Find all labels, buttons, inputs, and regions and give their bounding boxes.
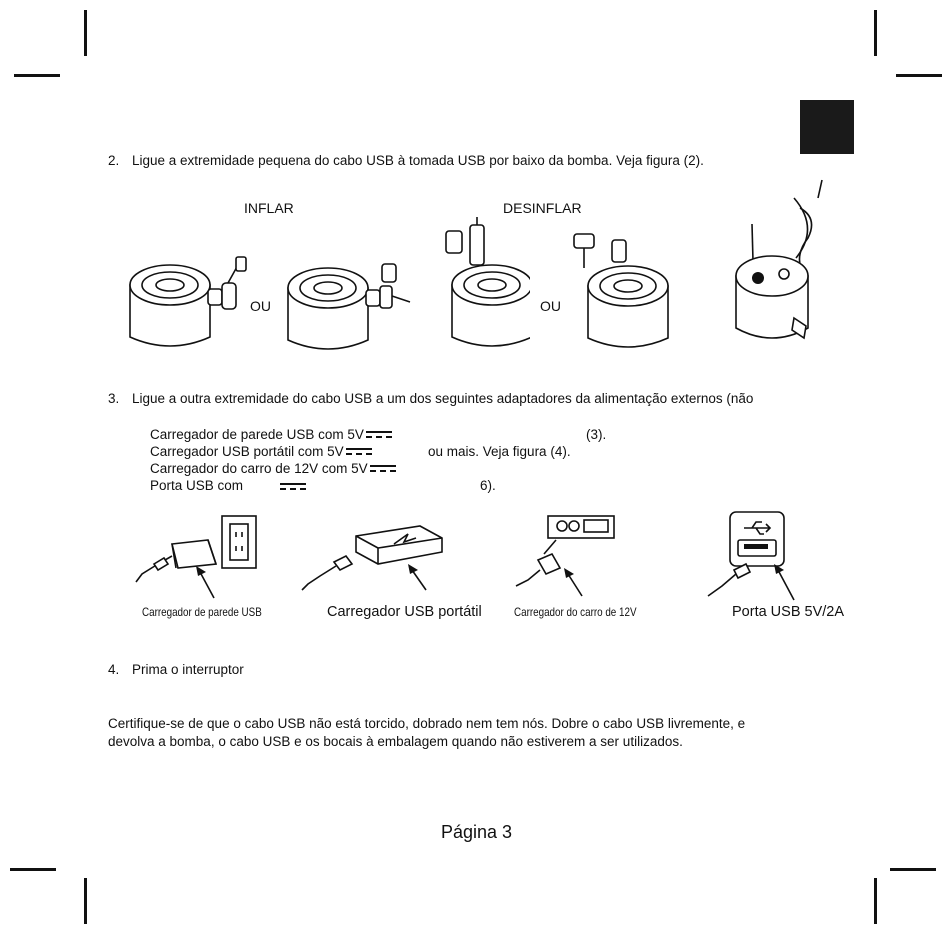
step-text: Ligue a outra extremidade do cabo USB a um dos seguintes adaptadores da alimentação externos (não	[132, 391, 754, 406]
crop-mark-bottom-right-horizontal	[890, 868, 936, 871]
dc-symbol-icon	[366, 430, 392, 440]
dc-symbol-icon	[370, 464, 396, 474]
pump-inflate-illustration-2	[286, 258, 416, 358]
adapter-line-4: Porta USB com	[150, 478, 244, 493]
deflate-label: DESINFLAR	[503, 200, 582, 216]
caption-usb-port: Porta USB 5V/2A	[732, 604, 845, 620]
page-number: Página 3	[441, 822, 513, 842]
crop-mark-top-left-vertical	[84, 10, 87, 56]
car-charger-illustration	[508, 514, 618, 604]
adapter-line-2: Carregador USB portátil com 5V	[150, 444, 372, 459]
pump-inflate-illustration-1	[128, 255, 248, 355]
crop-mark-bottom-left-horizontal	[10, 868, 56, 871]
crop-mark-bottom-left-vertical	[84, 878, 87, 924]
dc-symbol-icon	[280, 482, 306, 492]
caption-portable-charger: Carregador USB portátil	[327, 604, 482, 620]
pump-deflate-illustration-1	[440, 215, 530, 355]
note-line-2: devolva a bomba, o cabo USB e os bocais à embalagem quando não estiverem a ser utilizados.	[108, 734, 683, 749]
crop-mark-top-right-horizontal	[896, 74, 942, 77]
step-2	[108, 153, 704, 168]
or-label-inflate: OU	[250, 298, 271, 314]
adapter-line-4-suffix: 6).	[480, 478, 496, 493]
pump-usb-port-illustration	[730, 178, 830, 356]
step-number: 4.	[108, 662, 120, 677]
wall-charger-illustration	[132, 512, 272, 602]
step-3	[108, 391, 753, 406]
caption-wall-charger: Carregador de parede USB	[142, 605, 262, 619]
step-text: Prima o interruptor	[132, 662, 244, 677]
caption-car-charger: Carregador do carro de 12V	[514, 605, 637, 619]
adapter-line-1-suffix: (3).	[586, 427, 607, 442]
crop-mark-bottom-right-vertical	[874, 878, 877, 924]
or-label-deflate: OU	[540, 298, 561, 314]
crop-mark-top-left-horizontal	[14, 74, 60, 77]
note-line-1: Certifique-se de que o cabo USB não está torcido, dobrado nem tem nós. Dobre o cabo USB livremente, e	[108, 716, 746, 731]
step-number: 2.	[108, 153, 120, 168]
step-number: 3.	[108, 391, 120, 406]
pump-deflate-illustration-2	[566, 228, 676, 358]
portable-charger-illustration	[300, 522, 450, 602]
adapter-line-3: Carregador do carro de 12V com 5V	[150, 461, 396, 476]
crop-mark-top-right-vertical	[874, 10, 877, 56]
step-4	[108, 662, 244, 677]
adapter-line-2-suffix: ou mais. Veja figura (4).	[428, 444, 571, 459]
language-tab-marker	[800, 100, 854, 154]
step-text: Ligue a extremidade pequena do cabo USB à tomada USB por baixo da bomba. Veja figura (2).	[132, 153, 704, 168]
adapter-line-1: Carregador de parede USB com 5V	[150, 427, 392, 442]
dc-symbol-icon	[346, 447, 372, 457]
usb-port-illustration	[700, 510, 810, 610]
inflate-label: INFLAR	[244, 200, 294, 216]
